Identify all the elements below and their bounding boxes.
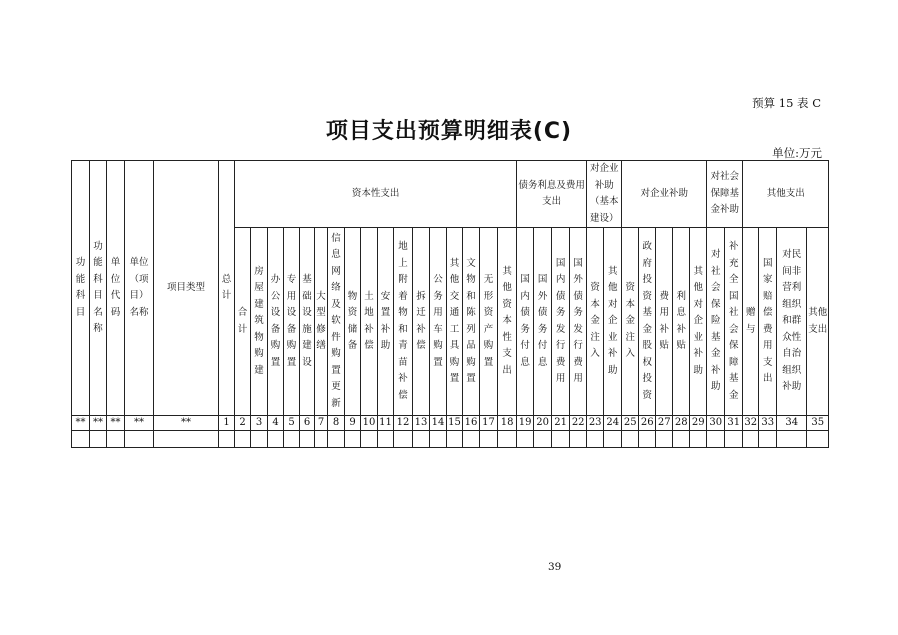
code-cell-text: 6 — [303, 417, 311, 428]
code-cell — [622, 416, 639, 431]
column-header-text: 利息补贴 — [676, 290, 686, 351]
code-cell-text: 26 — [640, 417, 654, 428]
data-cell — [72, 431, 90, 448]
code-cell — [447, 416, 463, 431]
data-cell — [622, 431, 639, 448]
column-header — [315, 228, 328, 416]
code-cell — [72, 416, 90, 431]
column-header — [743, 228, 759, 416]
data-cell — [154, 431, 219, 448]
code-cell — [498, 416, 517, 431]
column-header — [807, 228, 829, 416]
group-header — [743, 161, 829, 228]
column-header — [604, 228, 622, 416]
column-header — [361, 228, 378, 416]
code-cell-text: 19 — [518, 417, 532, 428]
code-cell-text: 7 — [317, 417, 325, 428]
column-header — [707, 228, 725, 416]
column-header — [235, 228, 251, 416]
code-cell-text: 33 — [761, 417, 775, 428]
code-cell-text: 25 — [623, 417, 637, 428]
column-header-text: 国内债务发行费用 — [555, 257, 566, 384]
data-cell — [534, 431, 552, 448]
data-cell — [725, 431, 743, 448]
code-cell — [107, 416, 125, 431]
group-header-text: 债务利息及费用支出 — [518, 179, 585, 207]
code-cell — [777, 416, 807, 431]
code-cell — [587, 416, 604, 431]
code-cell-text: 10 — [362, 417, 376, 428]
code-cell-text: 24 — [606, 417, 620, 428]
header-row — [72, 161, 829, 228]
column-header — [463, 228, 480, 416]
code-cell-text: 5 — [288, 417, 295, 428]
column-header — [498, 228, 517, 416]
group-header-text: 对企业补助（基本建设） — [589, 163, 619, 224]
code-cell-text: 35 — [811, 417, 825, 428]
column-header — [328, 228, 345, 416]
code-cell — [463, 416, 480, 431]
code-cell — [480, 416, 498, 431]
column-header-text: 拆迁补偿 — [416, 290, 426, 351]
code-cell-text: 2 — [239, 417, 246, 428]
code-cell-text: 13 — [414, 417, 428, 428]
data-cell — [570, 431, 587, 448]
column-header — [480, 228, 498, 416]
column-header — [639, 228, 656, 416]
code-cell — [725, 416, 743, 431]
code-cell — [361, 416, 378, 431]
column-header — [622, 228, 639, 416]
group-header-text: 对企业补助 — [640, 187, 688, 199]
column-header — [777, 228, 807, 416]
data-cell — [777, 431, 807, 448]
code-cell — [90, 416, 107, 431]
data-cell — [447, 431, 463, 448]
code-cell — [394, 416, 413, 431]
column-header-text: 国内债务付息 — [520, 274, 530, 368]
column-header-text: 土地补偿 — [364, 290, 374, 351]
data-cell — [219, 431, 235, 448]
code-cell-text: 14 — [431, 417, 445, 428]
column-header — [268, 228, 284, 416]
column-header — [587, 228, 604, 416]
data-cell — [361, 431, 378, 448]
form-code: 预算 15 表 C — [752, 96, 821, 110]
code-cell — [570, 416, 587, 431]
code-cell-text: 15 — [448, 417, 461, 428]
group-header — [707, 161, 743, 228]
code-cell-text: 8 — [332, 417, 340, 428]
code-cell-text: ** — [134, 417, 144, 428]
column-header-text: 对社会保险基金补助 — [710, 249, 721, 393]
column-header — [570, 228, 587, 416]
code-cell-text: 21 — [554, 417, 568, 428]
code-cell-text: 9 — [349, 417, 356, 428]
code-cell-text: 32 — [744, 417, 758, 428]
column-header — [251, 228, 268, 416]
column-header — [413, 228, 430, 416]
fixed-column-header-text: 单位代码 — [110, 257, 121, 318]
data-cell — [251, 431, 268, 448]
data-cell — [743, 431, 759, 448]
code-cell — [378, 416, 394, 431]
code-cell — [639, 416, 656, 431]
code-cell — [125, 416, 154, 431]
fixed-column-header — [154, 161, 219, 416]
code-cell-text: 30 — [709, 417, 723, 428]
column-header-text: 赠与 — [745, 307, 756, 335]
code-cell — [707, 416, 725, 431]
fixed-column-header-text: 总计 — [221, 273, 232, 301]
fixed-column-header — [219, 161, 235, 416]
column-header — [430, 228, 447, 416]
unit-label: 单位:万元 — [772, 146, 822, 160]
data-cell — [125, 431, 154, 448]
code-cell — [268, 416, 284, 431]
data-cell — [463, 431, 480, 448]
column-header-text: 政府投资基金股权投资 — [642, 241, 652, 401]
column-header-text: 其他对企业补助 — [693, 265, 703, 376]
fixed-column-header-text: 功能科目名称 — [93, 240, 103, 334]
column-header-text: 信息网络及软件购置更新 — [331, 232, 341, 409]
column-header-text: 对民间非营利组织和群众性自治组织补助 — [782, 249, 802, 393]
column-header-text: 基础设施建设 — [302, 274, 312, 368]
column-header-text: 文物和陈列品购置 — [466, 257, 476, 384]
column-header — [759, 228, 777, 416]
column-header-text: 无形资产购置 — [483, 274, 494, 368]
code-cell-text: 11 — [379, 417, 392, 428]
group-header — [622, 161, 707, 228]
code-cell — [656, 416, 673, 431]
data-cell — [90, 431, 107, 448]
code-cell-text: ** — [93, 417, 103, 428]
data-cell — [807, 431, 829, 448]
column-header — [673, 228, 690, 416]
group-header — [235, 161, 517, 228]
code-cell — [759, 416, 777, 431]
data-cell — [300, 431, 315, 448]
data-cell — [480, 431, 498, 448]
code-cell-text: 27 — [657, 417, 671, 428]
column-header — [534, 228, 552, 416]
code-cell — [235, 416, 251, 431]
code-cell-text: 17 — [482, 417, 495, 428]
code-cell — [517, 416, 534, 431]
column-header-text: 房屋建筑物购建 — [254, 265, 264, 376]
data-cell — [378, 431, 394, 448]
data-cell — [517, 431, 534, 448]
column-header-text: 安置补助 — [380, 290, 391, 351]
code-row — [72, 416, 829, 431]
data-cell — [639, 431, 656, 448]
code-cell-text: 12 — [396, 417, 410, 428]
code-cell-text: ** — [75, 417, 86, 428]
column-header-text: 国外债务付息 — [537, 274, 548, 368]
column-header-text: 专用设备购置 — [286, 274, 297, 368]
column-header-text: 资本金注入 — [625, 282, 635, 360]
data-cell — [498, 431, 517, 448]
column-header-text: 公务用车购置 — [433, 274, 443, 368]
column-header — [345, 228, 361, 416]
column-header-text: 其他资本性支出 — [502, 265, 512, 376]
data-cell — [430, 431, 447, 448]
column-header — [656, 228, 673, 416]
data-cell — [707, 431, 725, 448]
column-header-text: 资本金注入 — [590, 282, 600, 360]
column-header-text: 物资储备 — [347, 290, 358, 351]
column-header-text: 费用补贴 — [659, 290, 669, 351]
data-cell — [413, 431, 430, 448]
group-header-text: 对社会保障基金补助 — [710, 171, 739, 216]
data-cell — [268, 431, 284, 448]
group-header — [587, 161, 622, 228]
code-cell — [534, 416, 552, 431]
code-cell — [413, 416, 430, 431]
code-cell — [251, 416, 268, 431]
code-cell-text: ** — [181, 417, 191, 428]
code-cell-text: 16 — [464, 417, 478, 428]
data-row — [72, 431, 829, 448]
data-cell — [656, 431, 673, 448]
data-cell — [394, 431, 413, 448]
column-header-text: 其他交通工具购置 — [449, 257, 460, 384]
column-header-text: 国外债务发行费用 — [573, 257, 583, 384]
fixed-column-header — [90, 161, 107, 416]
code-cell-text: 22 — [571, 417, 585, 428]
code-cell — [743, 416, 759, 431]
column-header — [690, 228, 707, 416]
data-cell — [107, 431, 125, 448]
column-header-text: 其他对企业补助 — [607, 265, 618, 376]
code-cell-text: 4 — [272, 417, 279, 428]
code-cell-text: 34 — [785, 417, 799, 428]
data-cell — [315, 431, 328, 448]
code-cell-text: 29 — [691, 417, 705, 428]
code-cell — [604, 416, 622, 431]
data-cell — [284, 431, 300, 448]
code-cell-text: ** — [110, 417, 121, 428]
code-cell-text: 1 — [223, 417, 230, 428]
data-cell — [690, 431, 707, 448]
code-cell-text: 18 — [500, 417, 514, 428]
column-header — [300, 228, 315, 416]
data-cell — [587, 431, 604, 448]
column-header — [552, 228, 570, 416]
data-cell — [328, 431, 345, 448]
column-header-text: 其他支出 — [808, 307, 828, 335]
column-header-text: 国家赔偿费用支出 — [762, 257, 773, 384]
code-cell — [154, 416, 219, 431]
data-cell — [235, 431, 251, 448]
code-cell — [807, 416, 829, 431]
code-cell — [328, 416, 345, 431]
column-header — [378, 228, 394, 416]
code-cell — [552, 416, 570, 431]
code-cell — [315, 416, 328, 431]
fixed-column-header — [125, 161, 154, 416]
fixed-column-header-text: 单位（项目）名称 — [129, 257, 149, 318]
data-cell — [345, 431, 361, 448]
fixed-column-header — [107, 161, 125, 416]
page-title: 项目支出预算明细表(C) — [325, 119, 573, 144]
column-header — [284, 228, 300, 416]
code-cell-text: 3 — [255, 417, 263, 428]
data-cell — [552, 431, 570, 448]
column-header-text: 办公设备购置 — [270, 274, 281, 368]
page-number: 39 — [548, 561, 562, 573]
column-header — [447, 228, 463, 416]
code-cell-text: 28 — [674, 417, 688, 428]
budget-table — [71, 160, 829, 448]
column-header-text: 补充全国社会保障基金 — [728, 241, 739, 401]
fixed-column-header — [72, 161, 90, 416]
column-header-text: 地上附着物和青苗补偿 — [398, 241, 408, 401]
group-header — [517, 161, 587, 228]
column-header-text: 大型修缮 — [316, 290, 326, 351]
data-cell — [604, 431, 622, 448]
fixed-column-header-text: 项目类型 — [166, 281, 205, 293]
code-cell-text: 23 — [588, 417, 602, 428]
data-cell — [759, 431, 777, 448]
column-header — [725, 228, 743, 416]
group-header-text: 资本性支出 — [351, 187, 400, 199]
column-header — [517, 228, 534, 416]
fixed-column-header-text: 功能科目 — [75, 257, 86, 318]
code-cell — [219, 416, 235, 431]
code-cell — [673, 416, 690, 431]
code-cell-text: 31 — [727, 417, 741, 428]
code-cell — [690, 416, 707, 431]
code-cell-text: 20 — [536, 417, 550, 428]
column-header — [394, 228, 413, 416]
data-cell — [673, 431, 690, 448]
group-header-text: 其他支出 — [766, 187, 805, 199]
code-cell — [430, 416, 447, 431]
code-cell — [345, 416, 361, 431]
code-cell — [300, 416, 315, 431]
code-cell — [284, 416, 300, 431]
column-header-text: 合计 — [237, 307, 248, 335]
